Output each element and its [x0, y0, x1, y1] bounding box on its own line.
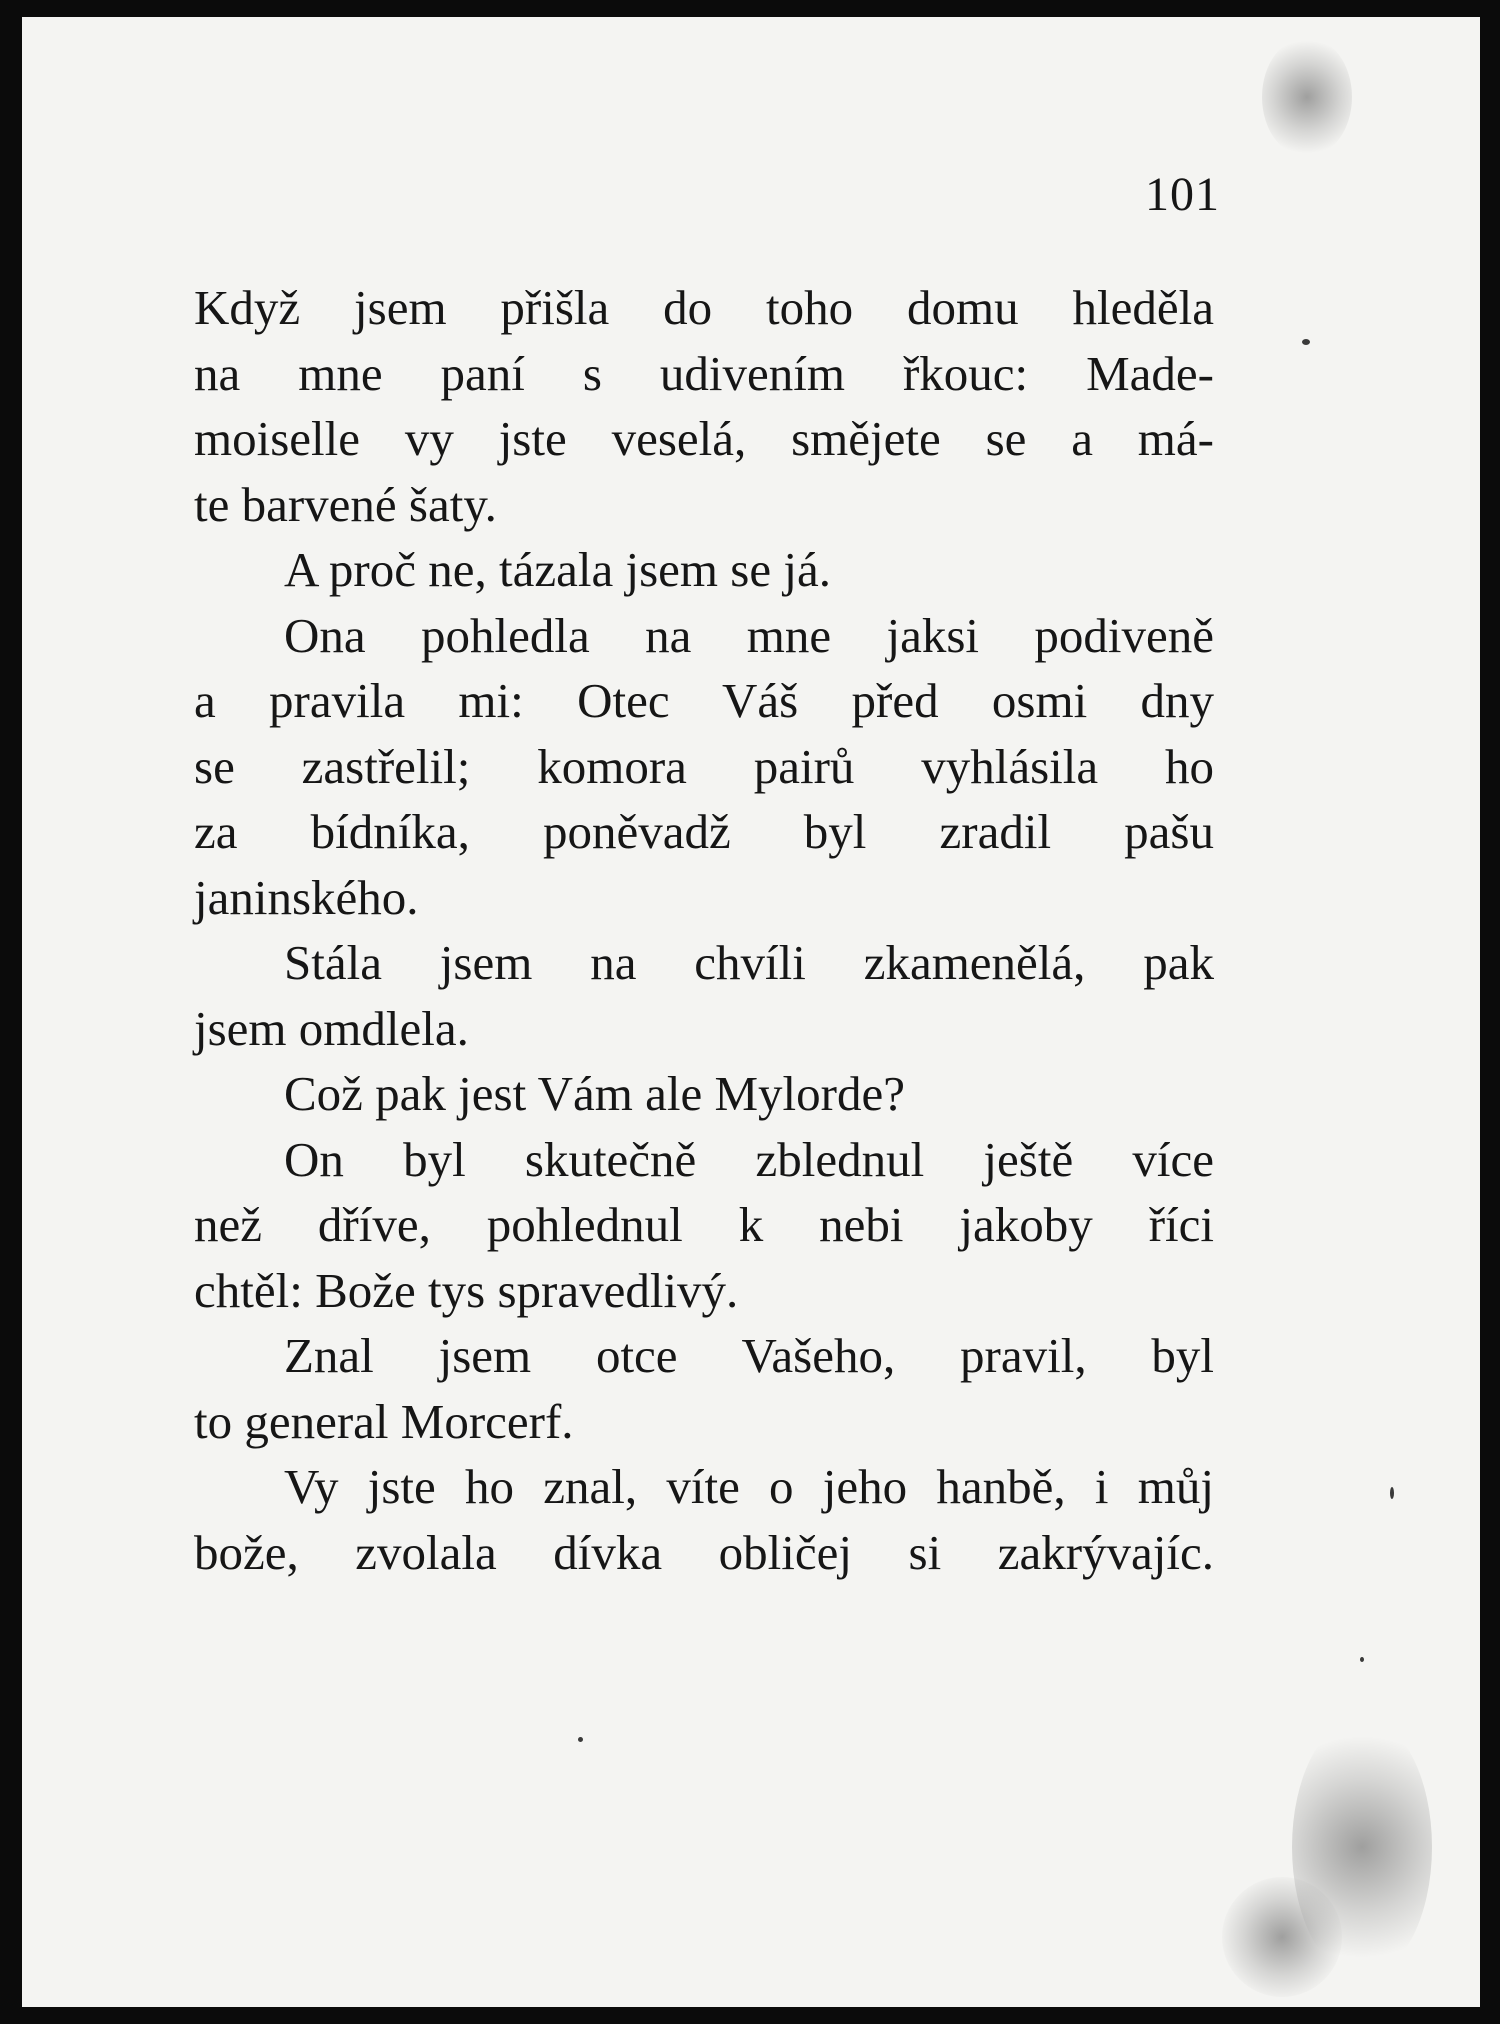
text-line: se zastřelil; komora pairů vyhlásila ho — [194, 738, 1214, 794]
body-text — [194, 275, 1214, 1585]
scan-speck — [1302, 339, 1310, 345]
text-line: Ona pohledla na mne jaksi podiveně — [284, 607, 1214, 663]
text-line: Což pak jest Vám ale Mylorde? — [284, 1066, 905, 1121]
text-line: te barvené šaty. — [194, 476, 497, 532]
text-line: než dříve, pohlednul k nebi jakoby říci — [194, 1197, 1214, 1252]
text-line: Znal jsem otce Vašeho, pravil, byl — [284, 1328, 1214, 1383]
text-line: a pravila mi: Otec Váš před osmi dny — [194, 673, 1214, 728]
text-line: janinského. — [194, 869, 419, 925]
scan-smudge — [1262, 37, 1352, 157]
text-line: jsem omdlela. — [194, 1000, 469, 1056]
text-line: A proč ne, tázala jsem se já. — [284, 542, 831, 597]
scan-speck — [1360, 1657, 1364, 1662]
text-line: bože, zvolala dívka obličej si zakrývajíc. — [194, 1524, 1214, 1580]
book-page — [22, 17, 1480, 2007]
scan-smudge — [1222, 1877, 1342, 1997]
text-line: On byl skutečně zblednul ještě více — [284, 1131, 1214, 1187]
text-line: Když jsem přišla do toho domu hleděla — [194, 280, 1214, 335]
text-line: chtěl: Bože tys spravedlivý. — [194, 1262, 739, 1318]
scan-speck — [1390, 1487, 1394, 1499]
scan-speck — [578, 1737, 583, 1742]
text-line: to general Morcerf. — [194, 1393, 574, 1449]
text-line: moiselle vy jste veselá, smějete se a má- — [194, 411, 1214, 466]
page-number: 101 — [1145, 168, 1220, 221]
text-line: Vy jste ho znal, víte o jeho hanbě, i můj — [284, 1459, 1214, 1514]
text-line: na mne paní s udivením řkouc: Made- — [194, 345, 1214, 401]
text-line: Stála jsem na chvíli zkamenělá, pak — [284, 935, 1214, 990]
text-line: za bídníka, poněvadž byl zradil pašu — [194, 804, 1214, 859]
